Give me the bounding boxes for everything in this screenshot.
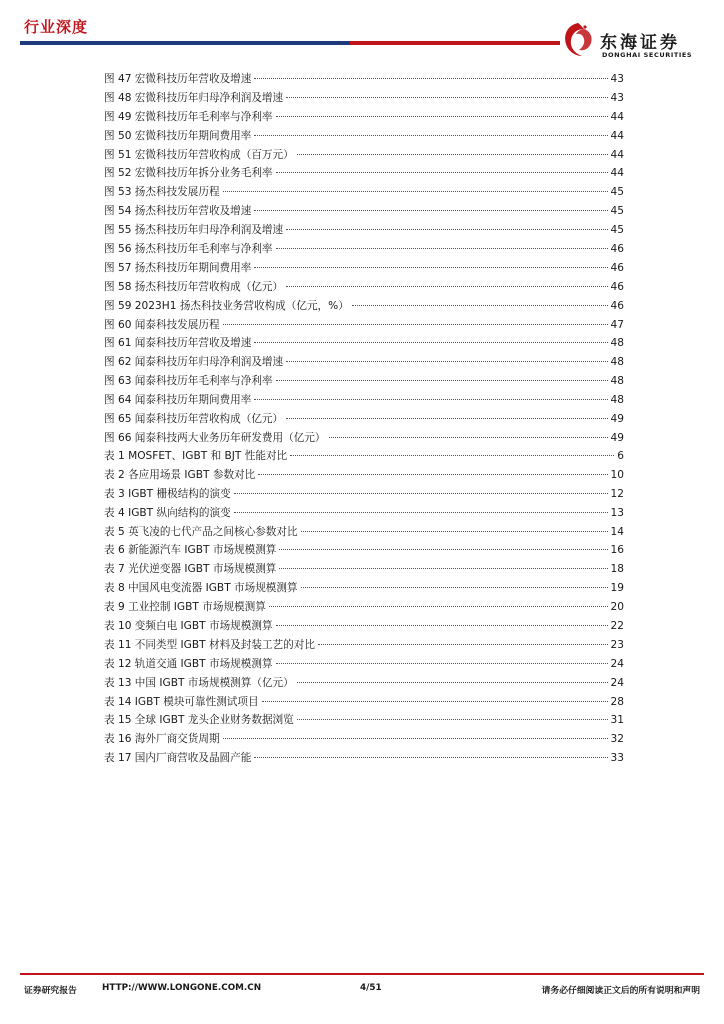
figure-entry[interactable] <box>104 202 624 221</box>
dot-leader <box>352 305 608 306</box>
table-entry[interactable] <box>104 447 624 466</box>
dot-leader <box>329 437 608 438</box>
figure-entry-page-number: 45 <box>610 224 624 237</box>
table-entry-label: 表 5 英飞凌的七代产品之间核心参数对比 <box>104 525 298 538</box>
company-logo <box>560 20 710 62</box>
dot-leader <box>269 606 608 607</box>
figure-entry-page-number: 44 <box>610 110 624 123</box>
table-entry-label: 表 16 海外厂商交货周期 <box>104 733 220 746</box>
dot-leader <box>297 154 608 155</box>
table-entry[interactable] <box>104 655 624 674</box>
table-entry[interactable] <box>104 636 624 655</box>
figure-entry-page-number: 46 <box>610 299 624 312</box>
figure-entry-label: 图 57 扬杰科技历年期间费用率 <box>104 261 252 274</box>
dot-leader <box>297 719 608 720</box>
figure-entry[interactable] <box>104 410 624 429</box>
dot-leader <box>276 172 608 173</box>
figure-entry-label: 图 58 扬杰科技历年营收构成（亿元） <box>104 280 284 293</box>
dot-leader <box>290 455 614 456</box>
table-entry[interactable] <box>104 466 624 485</box>
figure-entry-page-number: 48 <box>610 375 624 388</box>
dot-leader <box>318 644 608 645</box>
table-entry-page-number: 32 <box>610 733 624 746</box>
table-entry[interactable] <box>104 711 624 730</box>
table-entry[interactable] <box>104 617 624 636</box>
figure-entry[interactable] <box>104 429 624 448</box>
figure-entry[interactable] <box>104 278 624 297</box>
section-label: 行业深度 <box>24 18 89 36</box>
table-entry-page-number: 24 <box>610 657 624 670</box>
dot-leader <box>223 324 608 325</box>
dot-leader <box>223 738 608 739</box>
figure-entry-label: 图 63 闻泰科技历年毛利率与净利率 <box>104 375 273 388</box>
table-entry-label: 表 11 不同类型 IGBT 材料及封装工艺的对比 <box>104 638 315 651</box>
figure-entry-page-number: 44 <box>610 148 624 161</box>
figure-entry[interactable] <box>104 259 624 278</box>
dot-leader <box>276 625 608 626</box>
dot-leader <box>258 474 607 475</box>
figure-index <box>104 70 624 448</box>
table-entry[interactable] <box>104 504 624 523</box>
figure-entry[interactable] <box>104 70 624 89</box>
table-entry[interactable] <box>104 693 624 712</box>
table-entry-page-number: 12 <box>610 487 624 500</box>
figure-entry-label: 图 60 闻泰科技发展历程 <box>104 318 220 331</box>
table-entry-page-number: 16 <box>610 544 624 557</box>
table-index <box>104 447 624 768</box>
dot-leader <box>254 210 607 211</box>
figure-entry[interactable] <box>104 240 624 259</box>
logo-english-name: DONGHAI SECURITIES <box>602 51 693 59</box>
table-entry-label: 表 7 光伏逆变器 IGBT 市场规模测算 <box>104 563 277 576</box>
table-entry-label: 表 13 中国 IGBT 市场规模测算（亿元） <box>104 676 294 689</box>
figure-entry-page-number: 44 <box>610 167 624 180</box>
footer-page-number: 4/51 <box>360 983 382 993</box>
table-entry-page-number: 31 <box>610 714 624 727</box>
figure-entry[interactable] <box>104 334 624 353</box>
table-entry-page-number: 13 <box>610 506 624 519</box>
figure-entry[interactable] <box>104 353 624 372</box>
figure-entry-label: 图 65 闻泰科技历年营收构成（亿元） <box>104 413 284 426</box>
dot-leader <box>254 135 607 136</box>
footer-url-link[interactable]: HTTP://WWW.LONGONE.COM.CN <box>102 983 262 993</box>
dot-leader <box>301 531 608 532</box>
figure-entry-page-number: 44 <box>610 129 624 142</box>
table-entry[interactable] <box>104 485 624 504</box>
figure-entry-page-number: 46 <box>610 280 624 293</box>
figure-entry-page-number: 49 <box>610 413 624 426</box>
figure-entry-label: 图 55 扬杰科技历年归母净利润及增速 <box>104 224 284 237</box>
footer-rule <box>20 973 704 975</box>
table-entry-label: 表 6 新能源汽车 IGBT 市场规模测算 <box>104 544 277 557</box>
footer-disclaimer: 请务必仔细阅读正文后的所有说明和声明 <box>541 986 700 996</box>
table-entry[interactable] <box>104 541 624 560</box>
table-entry-label: 表 4 IGBT 纵向结构的演变 <box>104 506 231 519</box>
figure-entry[interactable] <box>104 297 624 316</box>
figure-entry-label: 图 51 宏微科技历年营收构成（百万元） <box>104 148 294 161</box>
table-entry[interactable] <box>104 674 624 693</box>
dot-leader <box>254 267 607 268</box>
dot-leader <box>279 568 607 569</box>
dot-leader <box>254 342 607 343</box>
footer-report-type: 证券研究报告 <box>24 986 77 996</box>
dot-leader <box>276 116 608 117</box>
table-entry-label: 表 9 工业控制 IGBT 市场规模测算 <box>104 601 266 614</box>
table-entry-page-number: 19 <box>610 582 624 595</box>
table-entry-page-number: 10 <box>610 468 624 481</box>
figure-entry[interactable] <box>104 146 624 165</box>
figure-entry-label: 图 62 闻泰科技历年归母净利润及增速 <box>104 356 284 369</box>
figure-entry-page-number: 46 <box>610 261 624 274</box>
table-entry-page-number: 18 <box>610 563 624 576</box>
dot-leader <box>286 229 607 230</box>
figure-entry-page-number: 45 <box>610 186 624 199</box>
figure-entry[interactable] <box>104 127 624 146</box>
table-entry[interactable] <box>104 598 624 617</box>
table-entry-page-number: 14 <box>610 525 624 538</box>
figure-entry-label: 图 50 宏微科技历年期间费用率 <box>104 129 252 142</box>
table-entry-page-number: 23 <box>610 638 624 651</box>
dot-leader <box>286 418 607 419</box>
table-entry[interactable] <box>104 523 624 542</box>
dot-leader <box>254 399 607 400</box>
page-footer <box>24 983 700 999</box>
figure-entry[interactable] <box>104 316 624 335</box>
table-entry-page-number: 20 <box>610 601 624 614</box>
figure-entry-label: 图 54 扬杰科技历年营收及增速 <box>104 205 252 218</box>
logo-chinese-name: 东海证券 <box>600 33 680 53</box>
table-entry-label: 表 12 轨道交通 IGBT 市场规模测算 <box>104 657 273 670</box>
figure-entry[interactable] <box>104 164 624 183</box>
dot-leader <box>279 549 607 550</box>
figure-entry-page-number: 46 <box>610 243 624 256</box>
figure-entry[interactable] <box>104 391 624 410</box>
dot-leader <box>286 286 607 287</box>
table-entry-page-number: 22 <box>610 620 624 633</box>
dot-leader <box>234 512 608 513</box>
dot-leader <box>286 97 607 98</box>
dot-leader <box>234 493 608 494</box>
figure-entry-label: 图 66 闻泰科技两大业务历年研发费用（亿元） <box>104 431 326 444</box>
figure-entry[interactable] <box>104 183 624 202</box>
dot-leader <box>276 663 608 664</box>
figure-entry-label: 图 53 扬杰科技发展历程 <box>104 186 220 199</box>
table-entry-label: 表 15 全球 IGBT 龙头企业财务数据浏览 <box>104 714 294 727</box>
table-entry-page-number: 33 <box>610 752 624 765</box>
table-entry-label: 表 17 国内厂商营收及晶圆产能 <box>104 752 252 765</box>
dot-leader <box>276 248 608 249</box>
figure-entry-label: 图 52 宏微科技历年拆分业务毛利率 <box>104 167 273 180</box>
figure-entry-page-number: 43 <box>610 73 624 85</box>
dragon-logo-icon <box>560 20 596 60</box>
table-entry[interactable] <box>104 730 624 749</box>
figure-entry-label: 图 64 闻泰科技历年期间费用率 <box>104 394 252 407</box>
figure-entry-page-number: 49 <box>610 431 624 444</box>
table-entry-page-number: 28 <box>610 695 624 708</box>
dot-leader <box>301 587 608 588</box>
figure-entry[interactable] <box>104 89 624 108</box>
figure-entry-page-number: 48 <box>610 337 624 350</box>
figure-entry-page-number: 43 <box>610 91 624 104</box>
figure-entry-page-number: 48 <box>610 394 624 407</box>
table-entry[interactable] <box>104 579 624 598</box>
figure-entry-label: 图 49 宏微科技历年毛利率与净利率 <box>104 110 273 123</box>
dot-leader <box>276 380 608 381</box>
dot-leader <box>223 191 608 192</box>
table-entry-label: 表 8 中国风电变流器 IGBT 市场规模测算 <box>104 582 298 595</box>
figure-entry-label: 图 48 宏微科技历年归母净利润及增速 <box>104 91 284 104</box>
figure-entry-label: 图 47 宏微科技历年营收及增速 <box>104 73 252 85</box>
table-entry-label: 表 3 IGBT 栅极结构的演变 <box>104 487 231 500</box>
figure-entry-page-number: 45 <box>610 205 624 218</box>
figure-entry-page-number: 47 <box>610 318 624 331</box>
table-entry-page-number: 6 <box>617 450 624 462</box>
header-rule-red <box>350 41 560 45</box>
table-entry[interactable] <box>104 749 624 768</box>
table-entry[interactable] <box>104 560 624 579</box>
figure-entry-page-number: 48 <box>610 356 624 369</box>
table-entry-label: 表 2 各应用场景 IGBT 参数对比 <box>104 468 256 481</box>
table-entry-label: 表 1 MOSFET、IGBT 和 BJT 性能对比 <box>104 450 288 462</box>
figure-entry-label: 图 61 闻泰科技历年营收及增速 <box>104 337 252 350</box>
table-entry-page-number: 24 <box>610 676 624 689</box>
dot-leader <box>286 361 607 362</box>
figure-entry-label: 图 56 扬杰科技历年毛利率与净利率 <box>104 243 273 256</box>
table-entry-label: 表 10 变频白电 IGBT 市场规模测算 <box>104 620 273 633</box>
table-entry-label: 表 14 IGBT 模块可靠性测试项目 <box>104 695 259 708</box>
dot-leader <box>254 757 607 758</box>
dot-leader <box>254 78 607 79</box>
dot-leader <box>262 701 608 702</box>
figure-entry-label: 图 59 2023H1 扬杰科技业务营收构成（亿元，%） <box>104 299 349 312</box>
dot-leader <box>297 682 608 683</box>
figure-entry[interactable] <box>104 221 624 240</box>
header-rule-blue <box>20 41 350 45</box>
figure-entry[interactable] <box>104 372 624 391</box>
figure-entry[interactable] <box>104 108 624 127</box>
